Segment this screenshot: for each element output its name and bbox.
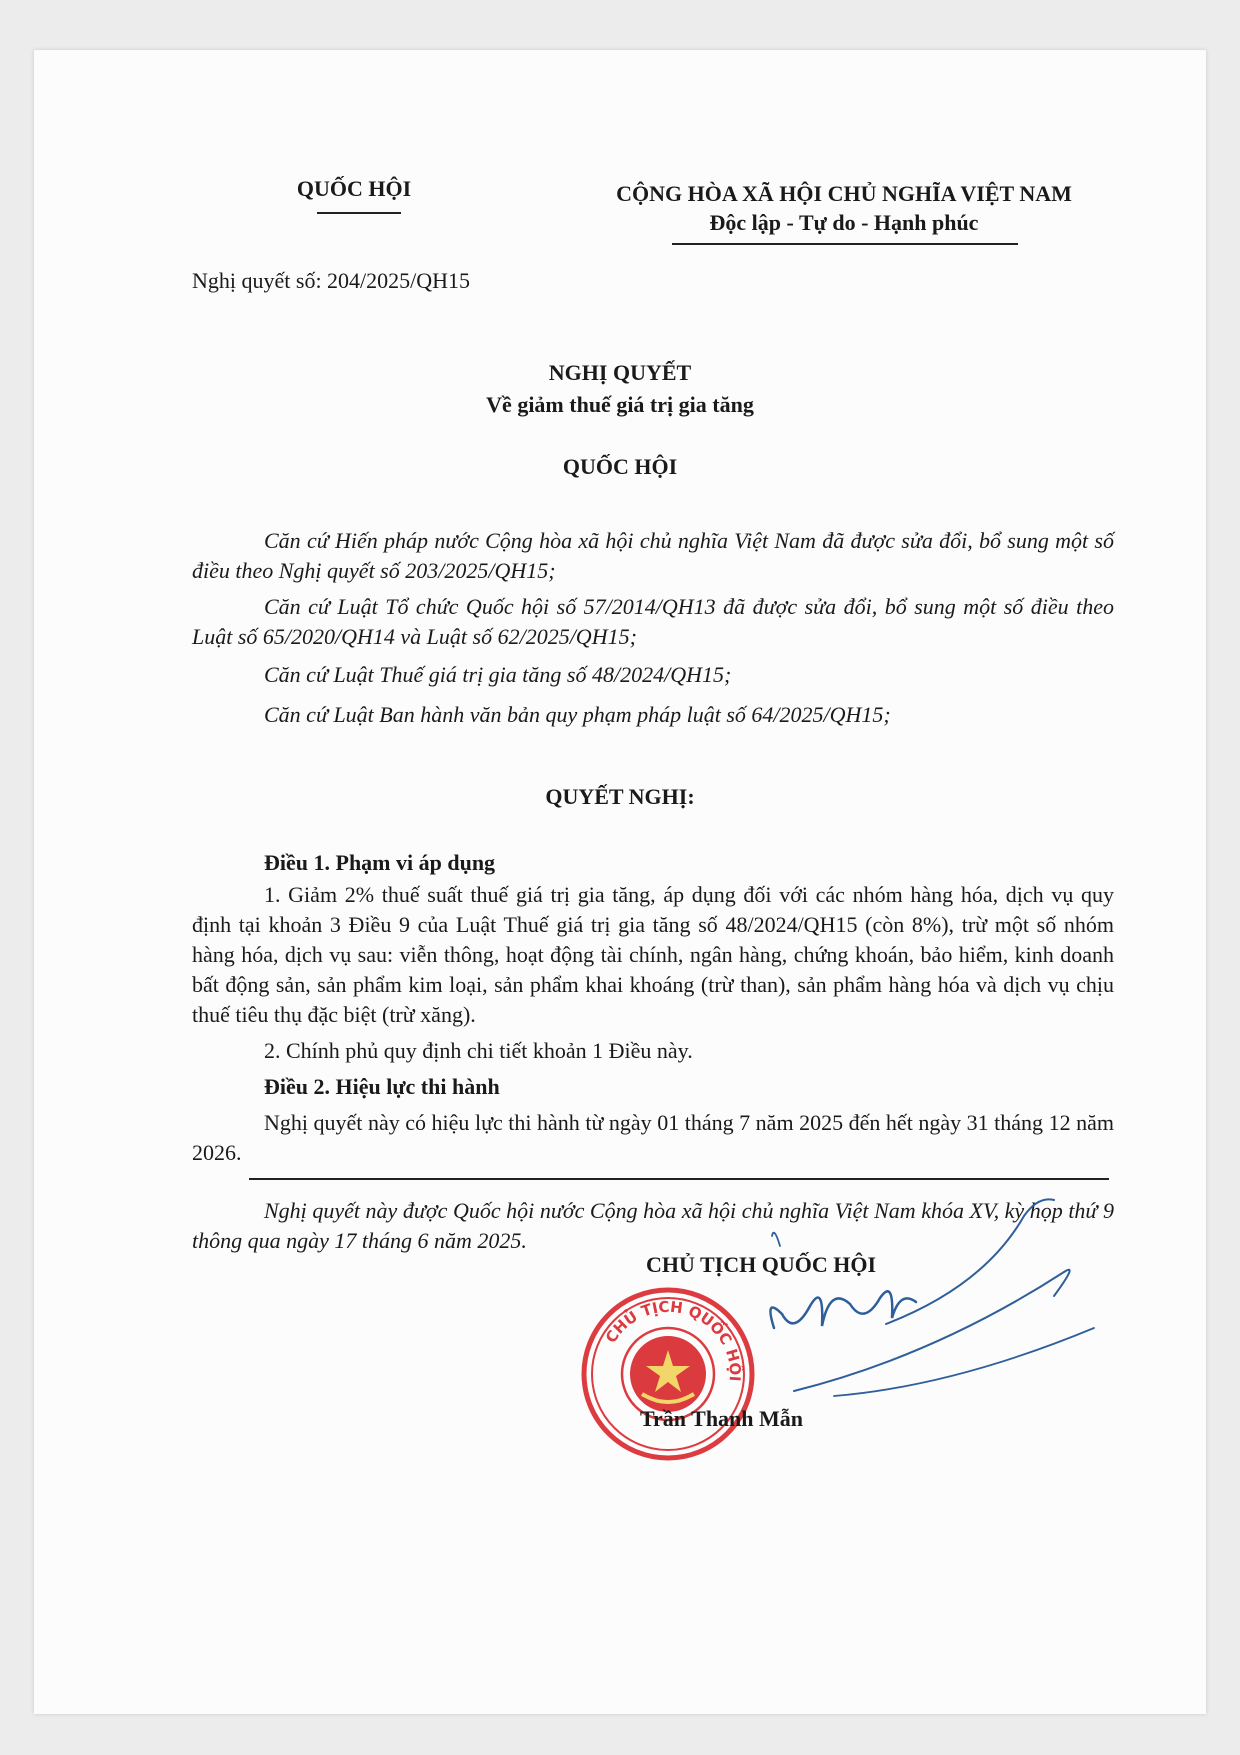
issuer-underline [317,212,401,214]
adoption-note-text: Nghị quyết này được Quốc hội nước Cộng hòa xã hội chủ nghĩa Việt Nam khóa XV, kỳ họp thứ 9 thông qua ngày 17 tháng 6 năm 2025. [192,1198,1114,1253]
article-number: Điều 2 [264,1074,325,1099]
issuing-authority: QUỐC HỘI [562,454,678,479]
article-title: . Phạm vi áp dụng [324,850,496,875]
motto-underline [672,243,1018,245]
national-name: CỘNG HÒA XÃ HỘI CHỦ NGHĨA VIỆT NAM [616,181,1072,206]
document-page [34,50,1206,1714]
signer-title: CHỦ TỊCH QUỐC HỘI [646,1252,877,1277]
legal-bases [192,526,1114,730]
resolves-heading: QUYẾT NGHỊ: [545,784,695,809]
article-clause: 2. Chính phủ quy định chi tiết khoản 1 Điều này. [264,1038,693,1063]
legal-basis-item: Căn cứ Luật Ban hành văn bản quy phạm pháp luật số 64/2025/QH15; [264,702,891,727]
article-1-body [192,880,1114,1066]
signer-name: Trần Thanh Mẫn [640,1406,804,1431]
document-number: Nghị quyết số: 204/2025/QH15 [192,268,471,293]
separator-line [249,1178,1109,1180]
article-clause: 1. Giảm 2% thuế suất thuế giá trị gia tăng, áp dụng đối với các nhóm hàng hóa, dịch vụ quy định tại khoản 3 Điều 9 của Luật Thuế giá trị gia tăng số 48/2024/QH15 (còn 8%), trừ một số nhóm hàng hóa, dịch vụ sau: viễn thông, hoạt động tài chính, ngân hàng, chứng khoán, bảo hiểm, kinh doanh bất động sản, sản phẩm kim loại, sản phẩm khai khoáng (trừ than), sản phẩm hàng hóa và dịch vụ chịu thuế tiêu thụ đặc biệt (trừ xăng). [192,882,1114,1027]
article-2-heading [264,1072,500,1102]
article-title: . Hiệu lực thi hành [324,1074,500,1099]
seal-arc-text: CHỦ TỊCH QUỐC HỘI [601,1297,745,1383]
legal-basis-item: Căn cứ Luật Thuế giá trị gia tăng số 48/2024/QH15; [264,662,732,687]
document-type: NGHỊ QUYẾT [548,360,692,385]
article-1-heading [264,848,495,878]
article-number: Điều 1 [264,850,325,875]
article-2-body [192,1108,1114,1168]
national-motto: Độc lập - Tự do - Hạnh phúc [709,210,979,235]
issuer-name: QUỐC HỘI [296,176,412,201]
handwritten-signature [654,1186,1134,1436]
legal-basis-item: Căn cứ Hiến pháp nước Cộng hòa xã hội chủ nghĩa Việt Nam đã được sửa đổi, bổ sung một số điều theo Nghị quyết số 203/2025/QH15; [192,528,1114,583]
article-clause: Nghị quyết này có hiệu lực thi hành từ ngày 01 tháng 7 năm 2025 đến hết ngày 31 tháng 12 năm 2026. [192,1110,1114,1165]
document-subject: Về giảm thuế giá trị gia tăng [486,392,754,417]
legal-basis-item: Căn cứ Luật Tổ chức Quốc hội số 57/2014/QH13 đã được sửa đổi, bổ sung một số điều theo Luật số 65/2020/QH14 và Luật số 62/2025/QH15; [192,594,1114,649]
